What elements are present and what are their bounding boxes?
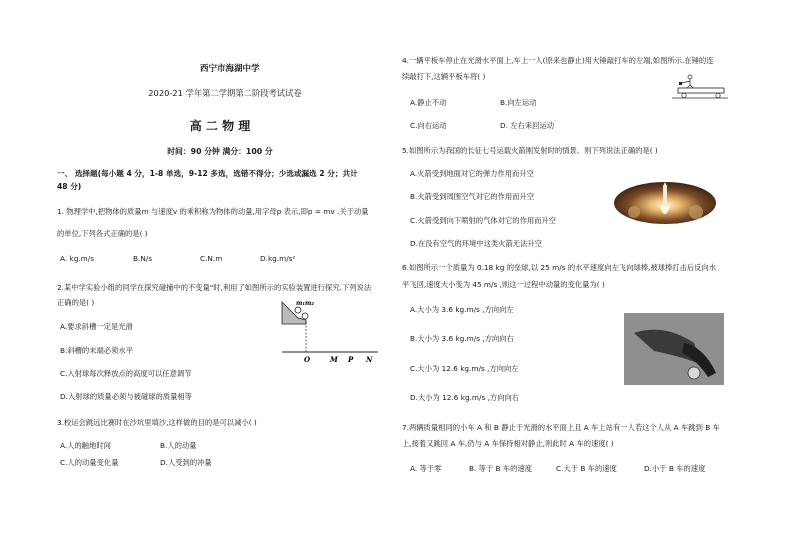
q6-stem-line2: 平飞回,速度大小变为 45 m/s ,则这一过程中动量的变化量为( ) <box>402 280 605 289</box>
cart-figure <box>672 74 728 100</box>
q1-option-c[interactable]: C.N.m <box>200 254 223 263</box>
q2-option-b[interactable]: B.斜槽的末端必须水平 <box>60 346 133 355</box>
q5-option-c[interactable]: C.火箭受到向下喷射的气体对它的作用而升空 <box>410 216 557 225</box>
q2-stem-line1: 2.某中学实验小组的同学在探究碰撞中的不变量"时,利用了如图所示的实验装置进行探究.下列说法 <box>57 283 372 292</box>
q6-option-c[interactable]: C.大小为 12.6 kg.m/s ,方向向左 <box>410 364 519 373</box>
exam-title: 2020-21 学年第二学期第二阶段考试试卷 <box>148 88 302 98</box>
q7-option-a[interactable]: A. 等于零 <box>410 464 442 473</box>
q4-stem-line1: 4.一辆平板车停止在光滑水平面上,车上一人(原来也静止)用大锤敲打车的左端,如图所示.在锤的连 <box>402 56 714 65</box>
q4-option-a[interactable]: A.静止不动 <box>410 98 447 107</box>
q6-option-d[interactable]: D.大小为 12.6 kg.m/s ,方向向右 <box>410 393 520 402</box>
q5-option-a[interactable]: A.火箭受到地面对它的弹力作用而升空 <box>410 169 534 178</box>
school-name: 西宁市海湖中学 <box>200 64 260 74</box>
q3-option-c[interactable]: C.人的动量变化量 <box>60 458 119 467</box>
person-head <box>688 75 692 79</box>
q1-option-d[interactable]: D.kg.m/s² <box>260 254 296 263</box>
subject-title: 高 二 物 理 <box>189 119 251 133</box>
label-p: P <box>348 355 354 364</box>
q7-stem-line2: 上,接着又跳回 A 车,仍与 A 车保持相对静止,则此时 A 车的速度( ) <box>402 439 614 448</box>
label-m: M <box>330 355 338 364</box>
q6-stem-line1: 6.如图所示一个质量为 0.18 kg 的垒球,以 25 m/s 的水平速度向左飞向球棒,被球棒打击后反向水 <box>402 263 717 272</box>
q7-option-c[interactable]: C.大于 B 车的速度 <box>556 464 617 473</box>
q4-option-b[interactable]: B.向左运动 <box>500 98 537 107</box>
q2-stem-line2: 正确的是( ) <box>57 298 95 307</box>
smoke-cloud-left <box>628 206 640 218</box>
cart-wheel-right <box>716 93 720 97</box>
q5-option-b[interactable]: B.火箭受到周围空气对它的作用而升空 <box>410 192 535 201</box>
label-n: N <box>366 355 373 364</box>
ball-m1 <box>295 307 301 313</box>
hammer-icon <box>679 82 682 85</box>
smoke-cloud-right <box>689 205 703 219</box>
q1-stem-line2: 的单位,下列各式正确的是( ) <box>57 229 148 238</box>
q1-option-a[interactable]: A. kg.m/s <box>60 254 95 263</box>
rocket-body <box>663 186 667 206</box>
q3-option-b[interactable]: B.人的动量 <box>160 441 197 450</box>
q3-option-a[interactable]: A.人的触地时间 <box>60 441 111 450</box>
q6-option-a[interactable]: A.大小为 3.6 kg.m/s ,方向向左 <box>410 305 514 314</box>
q4-stem-line2: 续敲打下,这辆平板车将( ) <box>402 72 486 81</box>
collision-apparatus-figure <box>280 296 380 366</box>
q5-stem-line1: 5.如图所示为我国的长征七号运载火箭刚发射时的情景。则下列说法正确的是( ) <box>402 146 658 155</box>
q7-option-b[interactable]: B. 等于 B 车的速度 <box>469 464 533 473</box>
q3-stem-line1: 3.校运会跳远比赛时在沙坑里填沙,这样做的目的是可以减小( ) <box>57 418 257 427</box>
q6-option-b[interactable]: B.大小为 3.6 kg.m/s ,方向向右 <box>410 334 514 343</box>
q5-option-d[interactable]: D.在没有空气的环境中这类火箭无法升空 <box>410 239 542 248</box>
cart-body <box>678 88 724 93</box>
q7-option-d[interactable]: D.小于 B 车的速度 <box>644 464 706 473</box>
q2-option-c[interactable]: C.入射球每次释放点的高度可以任意调节 <box>60 369 192 378</box>
q2-option-a[interactable]: A.要求斜槽一定是光滑 <box>60 322 133 331</box>
q4-option-d[interactable]: D. 左右来回运动 <box>500 121 555 130</box>
baseball <box>688 367 700 379</box>
person-body <box>682 79 693 88</box>
q2-option-d[interactable]: D.入射球的质量必须与被碰球的质量相等 <box>60 392 192 401</box>
section-title-line2: 48 分) <box>57 182 82 191</box>
bat-ball-photo <box>624 313 724 385</box>
q4-option-c[interactable]: C.向右运动 <box>410 121 447 130</box>
time-score: 时间：90 分钟 满分：100 分 <box>167 147 273 156</box>
section-title-line1: 一、 选择题(每小题 4 分，1-8 单选，9-12 多选，选错不得分；少选或漏选 2 分；共计 <box>57 169 358 178</box>
q3-option-d[interactable]: D.人受到的冲量 <box>160 458 212 467</box>
q1-stem-line1: 1. 物理学中,把物体的质量m 与速度v 的乘积称为物体的动量,用字母p 表示,即p = mv .关于动量 <box>57 207 369 216</box>
rocket-launch-photo <box>614 182 716 224</box>
label-o: O <box>304 355 311 364</box>
cart-wheel-left <box>682 93 686 97</box>
q1-option-b[interactable]: B.N/s <box>133 254 153 263</box>
q7-stem-line1: 7.两辆质量相同的小车 A 和 B 静止于光滑的水平面上且 A 车上站有一人若这个人从 A 车跳到 B 车 <box>402 423 720 432</box>
label-m1m2: m₁m₂ <box>296 300 314 307</box>
ball-m2 <box>302 313 308 319</box>
